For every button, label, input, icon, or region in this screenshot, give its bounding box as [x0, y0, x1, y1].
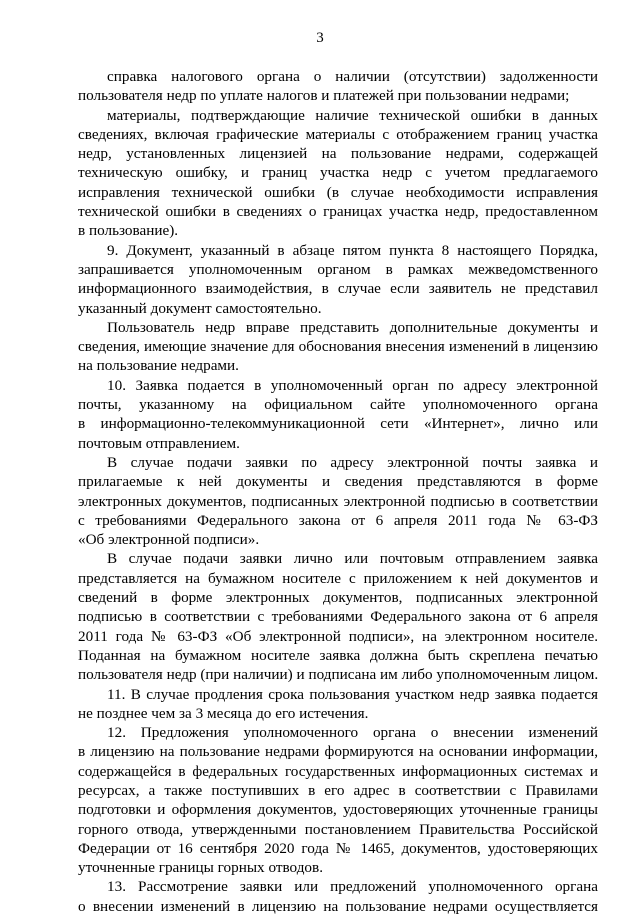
- paragraph: [78, 453, 598, 549]
- text-line: электронных документов, подписанных электронной подписью в соответствии: [78, 492, 598, 510]
- text-line: о внесении изменений в лицензию на пользование недрами осуществляется: [78, 897, 598, 915]
- text-line: прилагаемые к ней документы и сведения представляются в форме: [78, 473, 598, 491]
- text-line: 9. Документ, указанный в абзаце пятом пункта 8 настоящего Порядка,: [107, 241, 598, 259]
- text-line: подписью в соответствии с требованиями Федерального закона от 6 апреля: [78, 608, 598, 626]
- text-line: 11. В случае продления срока пользования участком недр заявка подается: [107, 685, 598, 703]
- text-line: на пользование недрами.: [78, 357, 239, 375]
- paragraph: [78, 106, 598, 241]
- text-line: материалы, подтверждающие наличие технической ошибки в данных: [107, 106, 598, 124]
- text-line: сведения, имеющие значение для обоснования внесения изменений в лицензию: [78, 338, 598, 356]
- text-line: уточненные границы горных отводов.: [78, 859, 323, 877]
- text-line: 13. Рассмотрение заявки или предложений уполномоченного органа: [107, 878, 598, 896]
- text-line: ресурсах, а также поступивших в его адрес в соответствии с Правилами: [78, 781, 598, 799]
- paragraph: [78, 723, 598, 877]
- text-line: пользователя недр (при наличии) и подписана им либо уполномоченным лицом.: [78, 666, 599, 684]
- text-line: техническую ошибку, и границ участка недр с учетом предлагаемого: [78, 164, 598, 182]
- text-line: 2011 года № 63-ФЗ «Об электронной подписи», на электронном носителе.: [78, 627, 598, 645]
- text-line: горного отвода, утвержденными постановлением Правительства Российской: [78, 820, 598, 838]
- text-line: представляется на бумажном носителе с приложением к ней документов и: [78, 569, 598, 587]
- document-body: [78, 67, 598, 916]
- text-line: с требованиями Федерального закона от 6 апреля 2011 года № 63-ФЗ: [78, 511, 598, 529]
- page-number: 3: [316, 30, 324, 46]
- paragraph: [78, 67, 598, 106]
- text-line: указанный документ самостоятельно.: [78, 299, 322, 317]
- text-line: сведениях, включая графические материалы с отображением границ участка: [78, 125, 598, 143]
- text-line: почтовым отправлением.: [78, 434, 240, 452]
- text-line: В случае подачи заявки по адресу электронной почты заявка и: [107, 453, 598, 471]
- text-line: в информационно-телекоммуникационной сети «Интернет», лично или: [78, 415, 598, 433]
- text-line: «Об электронной подписи».: [78, 531, 260, 549]
- text-line: сведений в форме электронных документов, подписанных электронной: [78, 589, 598, 607]
- text-line: в пользование).: [78, 222, 179, 240]
- text-line: В случае подачи заявки лично или почтовым отправлением заявка: [107, 550, 598, 568]
- text-line: информационного взаимодействия, в случае если заявитель не представил: [78, 280, 598, 298]
- paragraph: [78, 549, 598, 684]
- text-line: почты, указанному на официальном сайте уполномоченного органа: [78, 396, 598, 414]
- text-line: технической ошибки в сведениях о границах участка недр, предоставленном: [78, 203, 598, 221]
- text-line: 12. Предложения уполномоченного органа о внесении изменений: [107, 724, 598, 742]
- text-line: в лицензию на пользование недрами формируются на основании информации,: [78, 743, 598, 761]
- paragraph: [78, 877, 598, 916]
- text-line: справка налогового органа о наличии (отсутствии) задолженности: [107, 68, 598, 85]
- paragraph: [78, 376, 598, 453]
- text-line: пользователя недр по уплате налогов и платежей при пользовании недрами;: [78, 87, 570, 105]
- text-line: Поданная на бумажном носителе заявка должна быть скреплена печатью: [78, 646, 598, 664]
- text-line: не позднее чем за 3 месяца до его истечения.: [78, 704, 369, 722]
- text-line: подготовки и оформления документов, удостоверяющих уточненные границы: [78, 801, 598, 819]
- text-line: Федерации от 16 сентября 2020 года № 1465, документов, удостоверяющих: [78, 839, 598, 857]
- paragraph: [78, 685, 598, 724]
- text-line: 10. Заявка подается в уполномоченный орган по адресу электронной: [107, 376, 598, 394]
- text-line: содержащейся в федеральных государственных информационных системах и: [78, 762, 598, 780]
- paragraph: [78, 318, 598, 376]
- text-line: запрашивается уполномоченным органом в рамках межведомственного: [78, 260, 598, 278]
- text-line: Пользователь недр вправе представить дополнительные документы и: [107, 318, 598, 336]
- text-line: недр, установленных лицензией на пользование недрами, содержащей: [78, 145, 598, 163]
- text-line: исправления технической ошибки (в случае необходимости исправления: [78, 183, 598, 201]
- paragraph: [78, 241, 598, 318]
